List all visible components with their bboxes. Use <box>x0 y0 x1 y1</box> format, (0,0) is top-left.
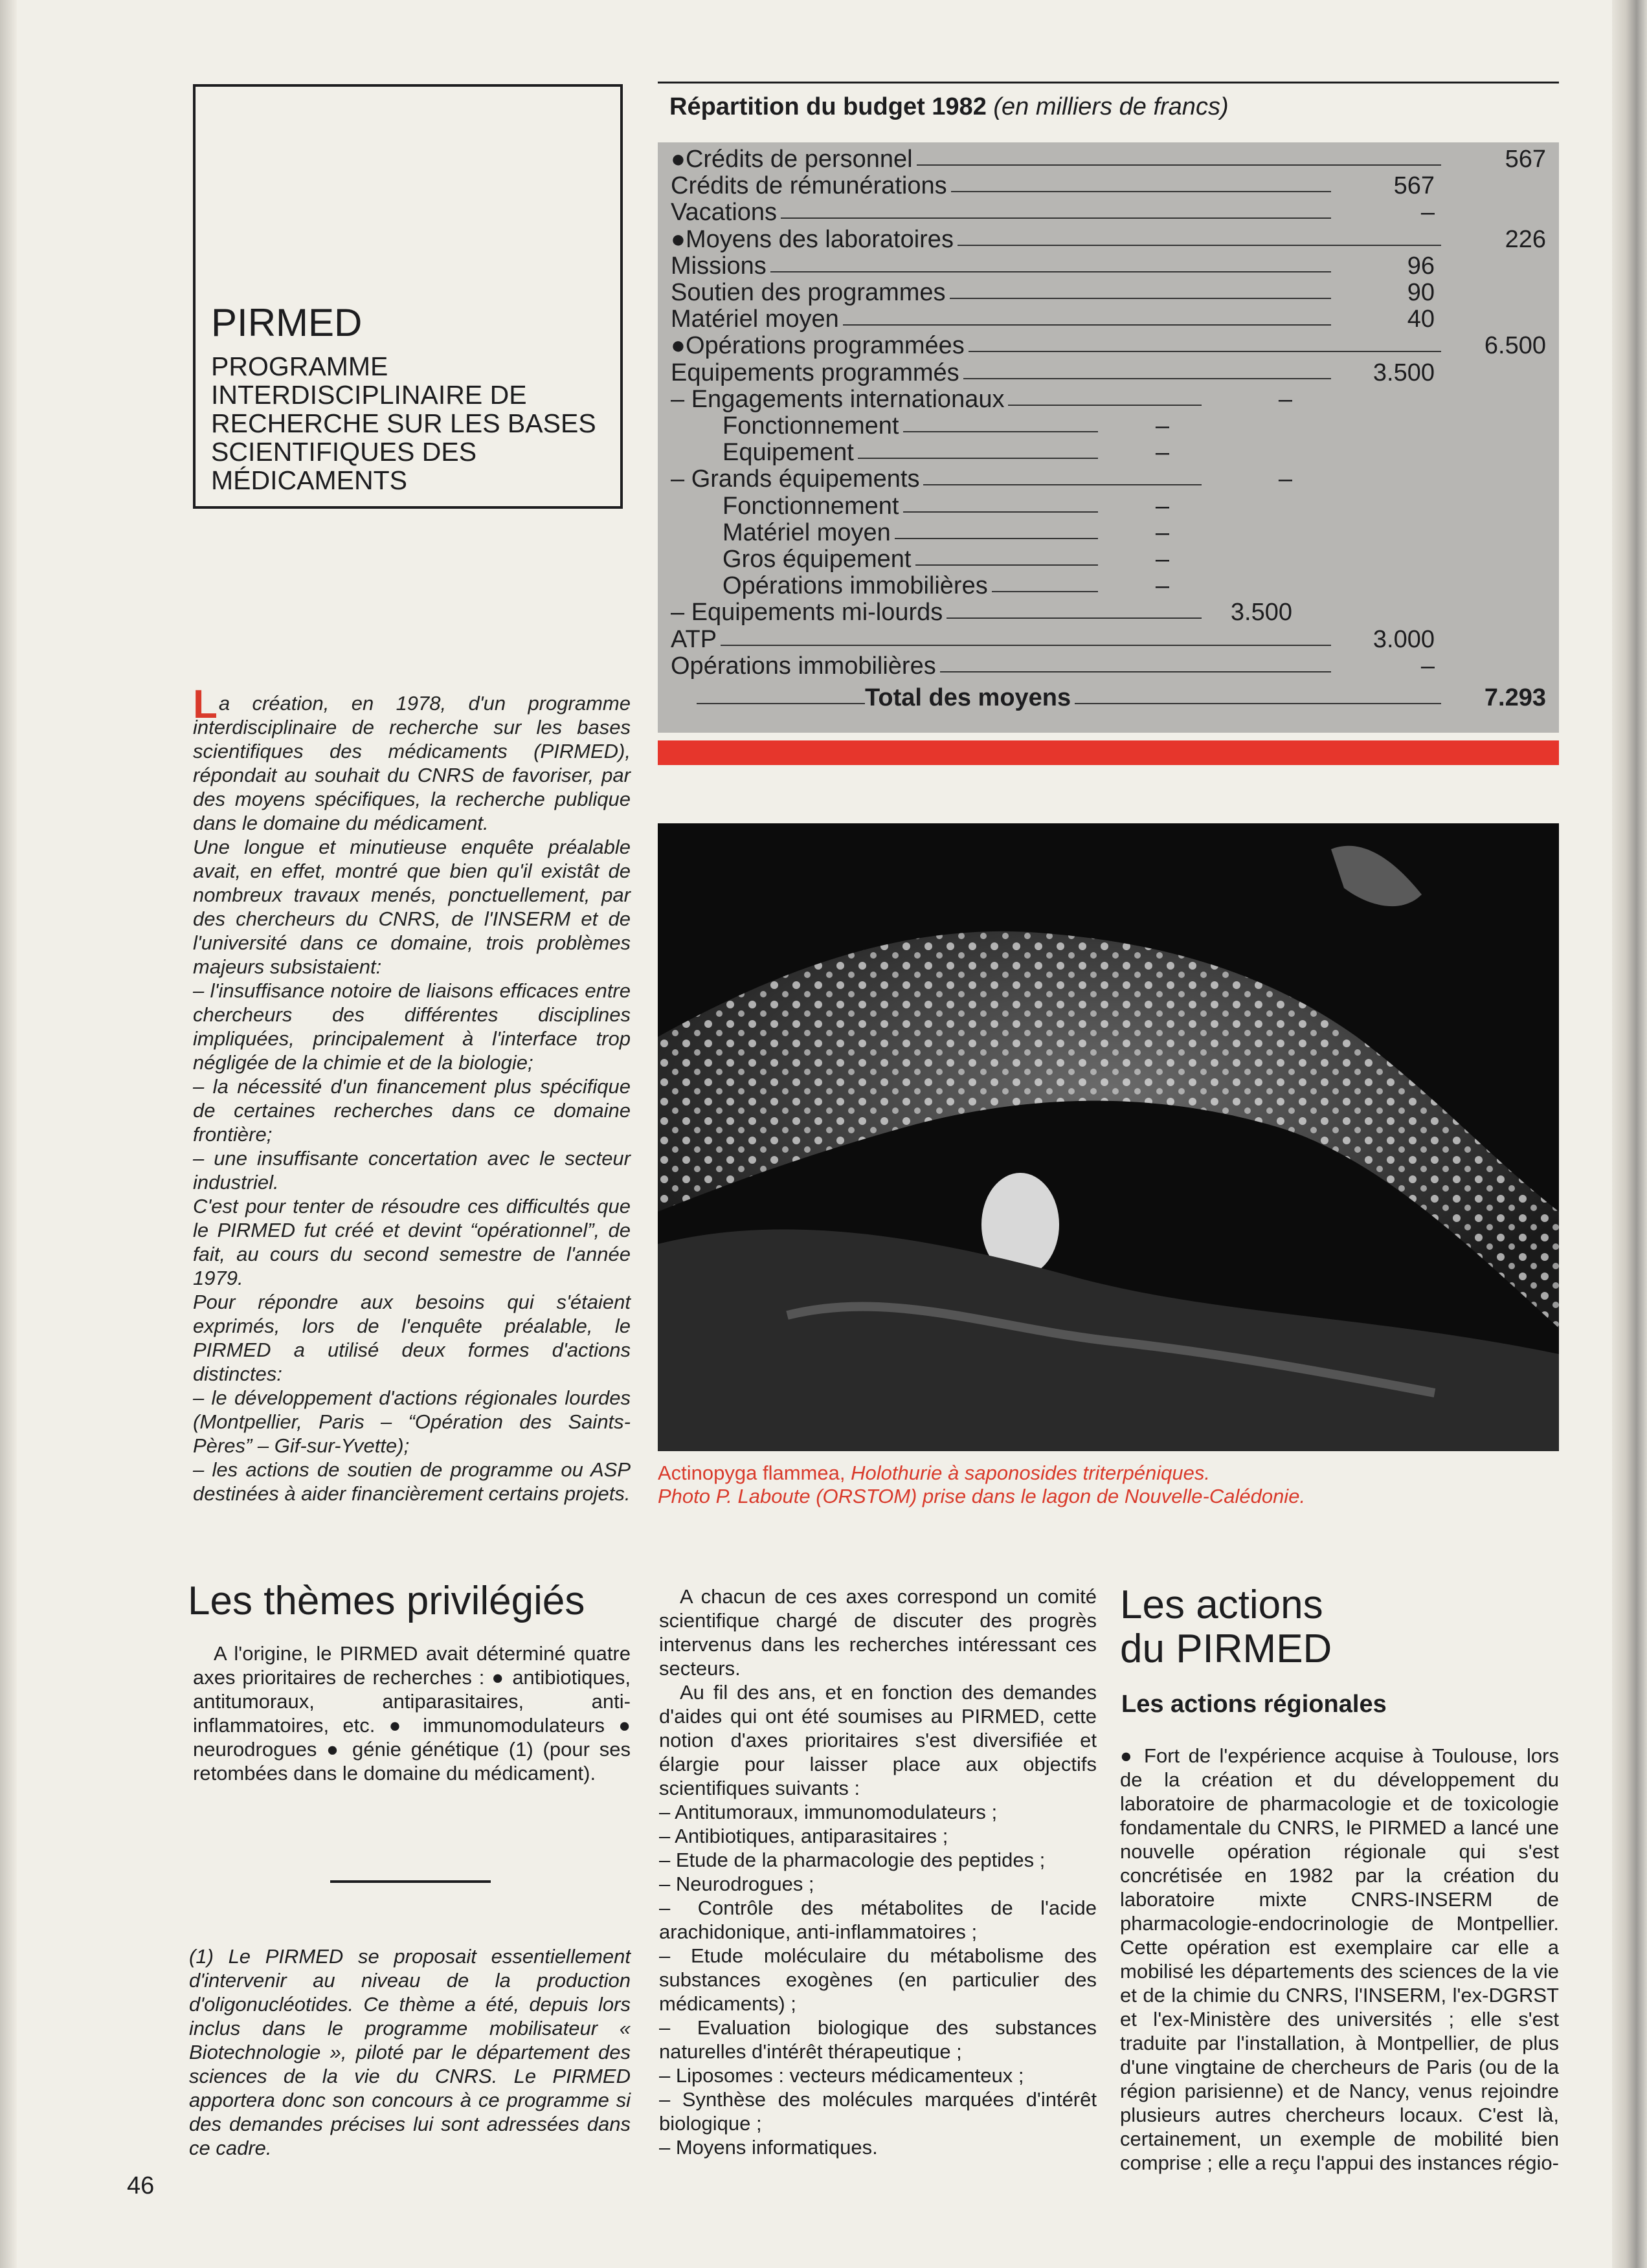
leader-line <box>697 645 1331 646</box>
page-number: 46 <box>127 2172 155 2199</box>
intro-paragraph: – le développement d'actions régionales lourdes (Montpellier, Paris – “Opération des Saints-Pères” – Gif-sur-Yvette); <box>193 1386 631 1457</box>
intro-text <box>193 682 631 1506</box>
budget-row-label: ●Moyens des laboratoires <box>671 227 958 252</box>
axes-list-item: – Antitumoraux, immunomodulateurs ; <box>659 1801 998 1823</box>
intro-paragraph: – une insuffisante concertation avec le secteur industriel. <box>193 1147 631 1194</box>
budget-row-label: Total des moyens <box>865 685 1075 711</box>
budget-row-label: Matériel moyen <box>723 520 895 546</box>
intro-paragraph: C'est pour tenter de résoudre ces difficultés que le PIRMED fut créé et devint “opérationnel”, de fait, au cours du second semestre de l'année 1979. <box>193 1195 631 1289</box>
box-subtitle: PROGRAMME INTERDISCIPLINAIRE DE RECHERCHE SUR LES BASES SCIENTIFIQUES DES MÉDICAMENTS <box>211 351 596 495</box>
budget-row-label: Fonctionnement <box>723 413 903 439</box>
axes-paragraph: Au fil des ans, et en fonction des demandes d'aides qui ont été soumises au PIRMED, cette notion d'axes prioritaires s'est diversifiée et élargie pour laisser place aux objectifs scientifiques suivants : <box>659 1681 1097 1799</box>
budget-row-label: Matériel moyen <box>671 306 843 332</box>
footnote-text: (1) Le PIRMED se proposait essentiellement d'intervenir au niveau de la production d'oligonucléotides. Ce thème a été, depuis lors inclus dans le programme mobilisateur « Biotechnologie », piloté par le département des sciences de la vie du CNRS. Le PIRMED apportera donc son concours à ce programme si des demandes précises lui sont adressées dans ce cadre. <box>189 1945 631 2159</box>
budget-row-value: 226 <box>1505 225 1546 253</box>
budget-row-value: – <box>1155 546 1169 573</box>
budget-row-value: 7.293 <box>1484 684 1546 711</box>
themes-heading: Les thèmes privilégiés <box>188 1579 585 1623</box>
themes-text <box>193 1641 631 1785</box>
caption-line-1: Actinopyga flammea, Holothurie à saponosides triterpéniques. <box>658 1462 1210 1484</box>
budget-row-value: – <box>1278 385 1292 413</box>
budget-top-rule <box>658 82 1559 83</box>
intro-paragraph: – l'insuffisance notoire de liaisons efficaces entre chercheurs des différentes disciplines impliquées, principalement à l'interface trop négligée de la chimie et de la biologie; <box>193 979 631 1074</box>
axes-list-item: – Etude de la pharmacologie des peptides ; <box>659 1849 1046 1871</box>
budget-row-label: ATP <box>671 627 721 652</box>
budget-row-value: – <box>1155 518 1169 546</box>
budget-row-label: – Equipements mi-lourds <box>671 599 947 625</box>
budget-table <box>658 142 1559 733</box>
themes-paragraph: A l'origine, le PIRMED avait déterminé quatre axes prioritaires de recherches : ● antibiotiques, antitumoraux, antiparasitaires, anti-inflammatoires, etc. ● immunomodulateurs ● neurodrogues ● génie génétique (1) (pour ses retombées dans le domaine du médicament). <box>193 1642 631 1784</box>
intro-paragraph: Pour répondre aux besoins qui s'étaient exprimés, lors de l'enquête préalable, le PIRMED a utilisé deux formes d'actions distinctes: <box>193 1291 631 1385</box>
box-title: PIRMED <box>211 301 363 344</box>
budget-row-value: 40 <box>1407 306 1435 333</box>
budget-row-value: – <box>1155 572 1169 600</box>
budget-row-value: 567 <box>1505 146 1546 173</box>
axes-list <box>659 1800 1097 2159</box>
binding-gutter <box>0 0 17 2268</box>
axes-list-item: – Contrôle des métabolites de l'acide arachidonique, anti-inflammatoires ; <box>659 1896 1097 1943</box>
budget-row-label: Equipement <box>723 439 858 465</box>
axes-list-item: – Synthèse des molécules marquées d'intérêt biologique ; <box>659 2088 1097 2135</box>
axes-text <box>659 1584 1097 2159</box>
intro-paragraph: La création, en 1978, d'un programme interdisciplinaire de recherche sur les bases scientifiques des médicaments (PIRMED), répondait au souhait du CNRS de favoriser, par des moyens spécifiques, la recherche publique dans le domaine du médicament. <box>193 682 631 834</box>
axes-list-item: – Antibiotiques, antiparasitaires ; <box>659 1825 948 1847</box>
budget-row-value: – <box>1155 439 1169 467</box>
budget-row-label: Gros équipement <box>723 546 915 572</box>
footnote-separator <box>330 1880 491 1883</box>
leader-line <box>697 217 1331 219</box>
budget-row-value: – <box>1155 412 1169 439</box>
budget-row-label: Missions <box>671 253 770 279</box>
budget-row-label: ●Opérations programmées <box>671 333 969 359</box>
budget-row-value: – <box>1278 465 1292 493</box>
budget-row-value: 96 <box>1407 252 1435 280</box>
budget-row-value: – <box>1420 199 1435 227</box>
axes-list-item: – Etude moléculaire du métabolisme des substances exogènes (en particulier des médicaments) ; <box>659 1944 1097 2015</box>
budget-row-value: 3.000 <box>1372 625 1435 653</box>
budget-row-value: 90 <box>1407 279 1435 306</box>
actions-subheading: Les actions régionales <box>1121 1691 1387 1718</box>
caption-line-2: Photo P. Laboute (ORSTOM) prise dans le lagon de Nouvelle-Calédonie. <box>658 1485 1306 1507</box>
axes-list-item: – Evaluation biologique des substances naturelles d'intérêt thérapeutique ; <box>659 2016 1097 2063</box>
axes-list-item: – Moyens informatiques. <box>659 2136 878 2159</box>
budget-row-value: – <box>1420 652 1435 680</box>
leader-line <box>697 271 1331 272</box>
budget-row-label: Equipements programmés <box>671 360 963 386</box>
budget-row-label: – Engagements internationaux <box>671 386 1008 412</box>
budget-row-label: Opérations immobilières <box>671 653 940 679</box>
axes-list-item: – Neurodrogues ; <box>659 1873 814 1895</box>
sea-cucumber-photo <box>658 823 1559 1451</box>
axes-paragraph: A chacun de ces axes correspond un comité scientifique chargé de discuter des progrès intervenus dans les recherches intéressant ces secteurs. <box>659 1585 1097 1680</box>
budget-row-label: – Grands équipements <box>671 466 923 492</box>
axes-list-item: – Liposomes : vecteurs médicamenteux ; <box>659 2064 1024 2087</box>
budget-row-label: Fonctionnement <box>723 493 903 519</box>
drop-cap: L <box>193 682 218 727</box>
budget-row-value: 3.500 <box>1372 359 1435 386</box>
budget-title: Répartition du budget 1982 (en milliers de francs) <box>669 93 1229 120</box>
red-divider-bar <box>658 740 1559 765</box>
budget-row-value: 6.500 <box>1484 332 1546 360</box>
budget-row-value: 567 <box>1393 172 1435 200</box>
holothurian-illustration <box>658 823 1559 1451</box>
intro-paragraph: Une longue et minutieuse enquête préalable avait, en effet, montré que bien qu'il existât de nombreux travaux menés, ponctuellement, par des chercheurs du CNRS, de l'INSERM et de l'université dans ce domaine, trois problèmes majeurs subsistaient: <box>193 836 631 978</box>
intro-paragraph: – les actions de soutien de programme ou ASP destinées à aider financièrement certains projets. <box>193 1458 631 1505</box>
budget-row-label: Vacations <box>671 199 781 225</box>
actions-text <box>1120 1744 1559 2175</box>
intro-paragraph: – la nécessité d'un financement plus spécifique de certaines recherches dans ce domaine frontière; <box>193 1075 631 1146</box>
budget-row-label: Opérations immobilières <box>723 573 992 599</box>
budget-row-label: Crédits de rémunérations <box>671 173 951 199</box>
next-page-edge <box>1612 0 1647 2268</box>
pirmed-title-box <box>193 84 623 509</box>
budget-row-value: – <box>1155 492 1169 520</box>
actions-heading: Les actions du PIRMED <box>1120 1583 1332 1671</box>
budget-row-value: 3.500 <box>1230 599 1292 627</box>
photo-caption <box>658 1462 1559 1508</box>
footnote <box>189 1944 631 2160</box>
actions-paragraph: ● Fort de l'expérience acquise à Toulouse, lors de la création et du développement du laboratoire de pharmacologie et de toxicologie fondamentale du CNRS, le PIRMED a lancé une nouvelle opération régionale qui s'est concrétisée en 1982 par la création du laboratoire mixte CNRS-INSERM de pharmacologie-endocrinologie de Montpellier. Cette opération est exemplaire car elle a mobilisé les départements des sciences de la vie et de la chimie du CNRS, l'INSERM, l'ex-DGRST et l'ex-Ministère des universités ; elle s'est traduite par l'installation, à Montpellier, de plus d'une vingtaine de chercheurs de Paris (ou de la région parisienne) et de Nancy, venus rejoindre plusieurs autres chercheurs locaux. C'est là, certainement, un exemple de mobilité bien comprise ; elle a reçu l'appui des instances régio- <box>1120 1744 1559 2174</box>
budget-row-label: ●Crédits de personnel <box>671 146 917 172</box>
budget-row-label: Soutien des programmes <box>671 280 950 306</box>
